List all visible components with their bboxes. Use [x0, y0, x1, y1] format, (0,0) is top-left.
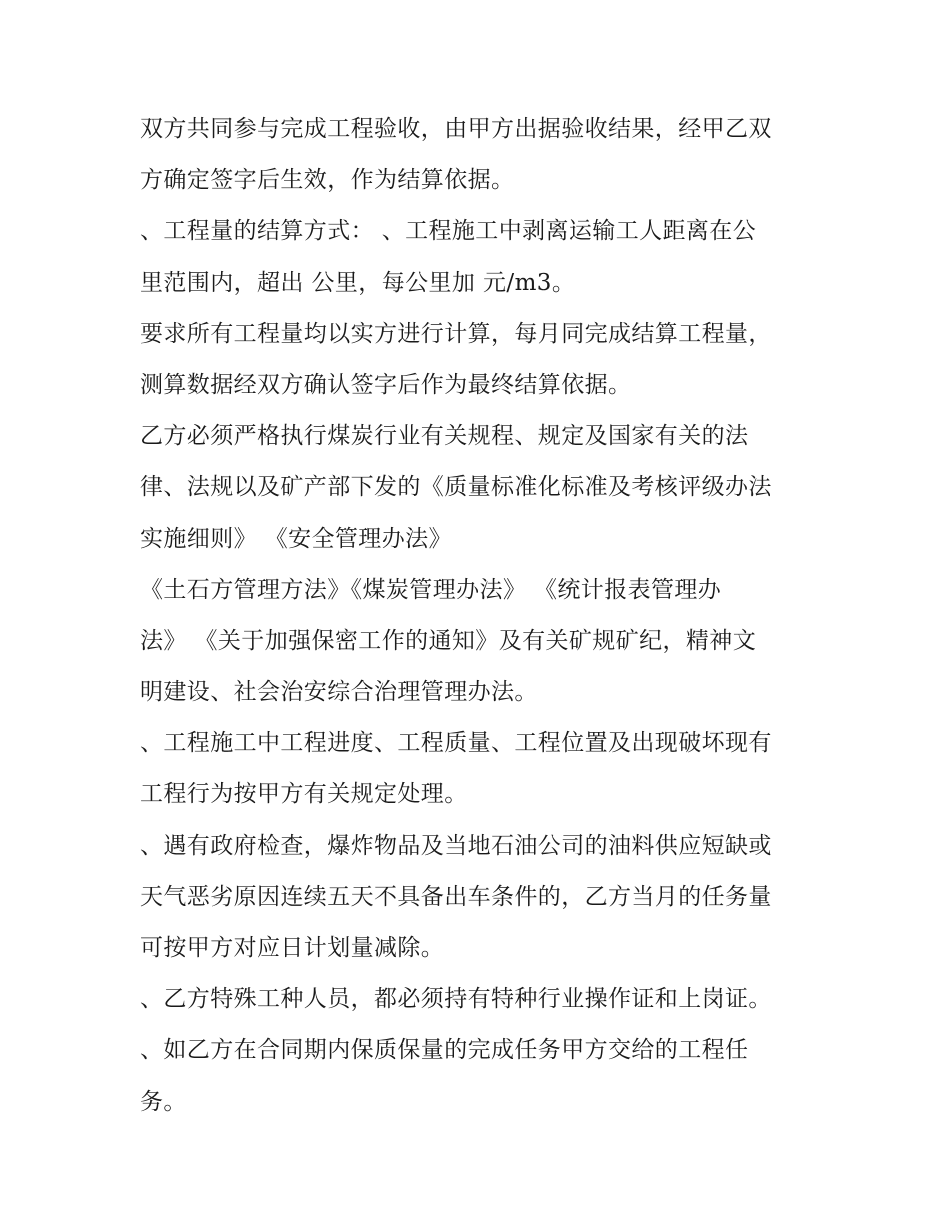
text-line: 明建设、社会治安综合治理管理办法。 — [140, 679, 538, 706]
text-line: 、工程施工中工程进度、工程质量、工程位置及出现破坏现有 — [140, 730, 772, 757]
text-line: 天气恶劣原因连续五天不具备出车条件的，乙方当月的任务量 — [140, 883, 772, 910]
text-line: 工程行为按甲方有关规定处理。 — [140, 781, 468, 808]
text-line: 、乙方特殊工种人员，都必须持有特种行业操作证和上岗证。 — [140, 986, 772, 1013]
text-line: 实施细则》 《安全管理办法》 — [140, 525, 452, 552]
text-line: 乙方必须严格执行煤炭行业有关规程、规定及国家有关的法 — [140, 423, 749, 450]
text-line: 里范围内，超出 公里，每公里加 元/m3。 — [140, 269, 576, 296]
text-line: 、工程量的结算方式： 、工程施工中剥离运输工人距离在公 — [140, 218, 757, 245]
text-line: 法》 《关于加强保密工作的通知》及有关矿规矿纪，精神文 — [140, 627, 757, 654]
text-line: 、遇有政府检查，爆炸物品及当地石油公司的油料供应短缺或 — [140, 832, 772, 859]
text-line: 律、法规以及矿产部下发的《质量标准化标准及考核评级办法 — [140, 474, 772, 501]
text-line: 测算数据经双方确认签字后作为最终结算依据。 — [140, 371, 632, 398]
text-line: 可按甲方对应日计划量减除。 — [140, 935, 445, 961]
document-body — [140, 104, 820, 1128]
text-line: 务。 — [140, 1088, 187, 1115]
text-line: 、如乙方在合同期内保质保量的完成任务甲方交给的工程任 — [140, 1037, 749, 1064]
text-line: 双方共同参与完成工程验收，由甲方出据验收结果，经甲乙双 — [140, 116, 772, 142]
text-line: 方确定签字后生效，作为结算依据。 — [140, 167, 515, 194]
text-line: 要求所有工程量均以实方进行计算，每月同完成结算工程量， — [140, 320, 772, 347]
text-line: 《土石方管理方法》《煤炭管理办法》 《统计报表管理办 — [140, 576, 722, 603]
